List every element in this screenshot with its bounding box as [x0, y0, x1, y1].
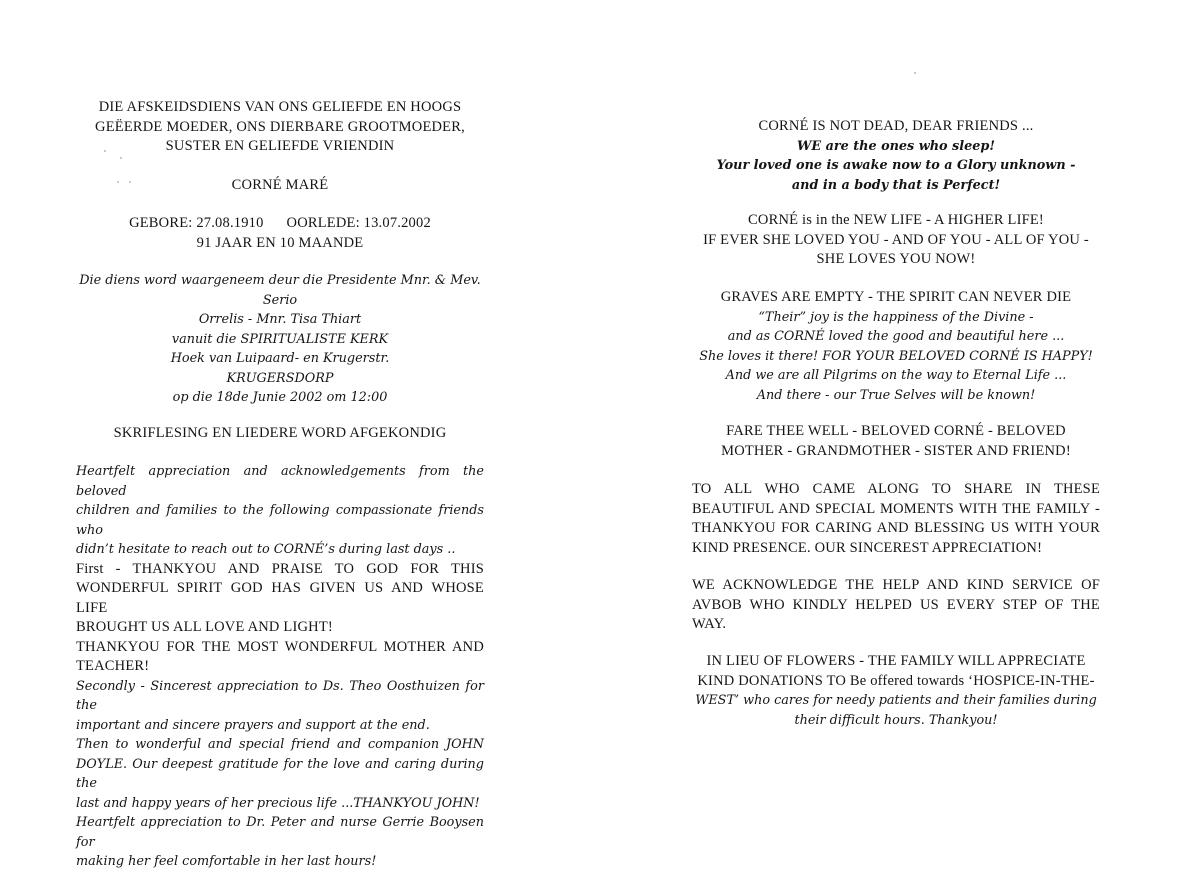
poem-line: and as CORNÉ loved the good and beautiful here ... — [727, 329, 1065, 344]
poem-graves-empty — [692, 288, 1100, 405]
acknowledgements — [76, 462, 484, 872]
deceased-name: CORNÉ MARÉ — [231, 177, 329, 193]
service-line: Orrelis - Mnr. Tisa Thiart — [198, 312, 362, 327]
service-title — [76, 98, 484, 157]
ack-line: last and happy years of her precious life ...THANKYOU JOHN! — [76, 795, 480, 811]
scan-speck — [129, 181, 131, 183]
ack-line: Heartfelt appreciation to Dr. Peter and nurse Gerrie Booysen for — [76, 815, 484, 850]
poem-line: And we are all Pilgrims on the way to Eternal Life ... — [725, 368, 1067, 383]
dates-line: GEBORE: 27.08.1910 OORLEDE: 13.07.2002 — [129, 215, 431, 231]
poem-line: And there - our True Selves will be known! — [756, 387, 1036, 403]
ack-line: Heartfelt appreciation and acknowledgements from the beloved — [76, 464, 484, 499]
poem-line: GRAVES ARE EMPTY - THE SPIRIT CAN NEVER DIE — [720, 289, 1072, 305]
poem-line: IF EVER SHE LOVED YOU - AND OF YOU - ALL OF YOU - — [703, 231, 1089, 248]
ack-line: didn’t hesitate to reach out to CORNÉ’s during last days .. — [76, 542, 456, 557]
service-line: Serio — [262, 292, 298, 308]
poem-new-life — [692, 211, 1100, 270]
farewell-line: MOTHER - GRANDMOTHER - SISTER AND FRIEND! — [721, 442, 1071, 459]
title-line: DIE AFSKEIDSDIENS VAN ONS GELIEFDE EN HOOGS — [98, 99, 462, 115]
poem-line: CORNÉ IS NOT DEAD, DEAR FRIENDS ... — [758, 118, 1034, 134]
thanks-to-all — [692, 480, 1100, 558]
ack-line: making her feel comfortable in her last hours! — [76, 854, 377, 869]
poem-line: “Their” joy is the happiness of the Divine - — [758, 309, 1034, 325]
ack-line: WONDERFUL SPIRIT GOD HAS GIVEN US AND WHOSE LIFE — [76, 580, 484, 616]
avbob-line: WAY. — [692, 616, 727, 632]
title-line: SUSTER EN GELIEFDE VRIENDIN — [165, 138, 395, 154]
poem-line: CORNÉ is in the NEW LIFE - A HIGHER LIFE! — [748, 212, 1044, 228]
scan-speck — [914, 72, 916, 74]
thanks-line: THANKYOU FOR CARING AND BLESSING US WITH YOUR — [692, 520, 1100, 536]
readings-announcement: SKRIFLESING EN LIEDERE WORD AFGEKONDIG — [113, 425, 447, 441]
ack-line: TEACHER! — [76, 658, 150, 674]
poem-line: SHE LOVES YOU NOW! — [816, 251, 976, 267]
service-line: Die diens word waargeneem deur die Presidente Mnr. & Mev. — [79, 273, 481, 288]
poem-line: She loves it there! FOR YOUR BELOVED CORNÉ IS HAPPY! — [699, 348, 1093, 364]
ack-line: BROUGHT US ALL LOVE AND LIGHT! — [76, 619, 333, 635]
poem-not-dead — [692, 117, 1100, 195]
left-page — [76, 0, 484, 869]
in-lieu-of-flowers — [692, 652, 1100, 730]
thanks-line: TO ALL WHO CAME ALONG TO SHARE IN THESE — [692, 481, 1100, 497]
service-line: Hoek van Luipaard- en Krugerstr. — [170, 351, 390, 366]
avbob-acknowledgement — [692, 576, 1100, 635]
thanks-line: KIND PRESENCE. OUR SINCEREST APPRECIATION! — [692, 539, 1043, 556]
ack-line: Then to wonderful and special friend and companion JOHN — [76, 737, 484, 752]
farewell — [692, 422, 1100, 461]
flowers-line: KIND DONATIONS TO Be offered towards ‘HOSPICE-IN-THE- — [697, 672, 1095, 689]
scan-speck — [120, 157, 122, 159]
ack-line: important and sincere prayers and support at the end. — [76, 717, 430, 733]
ack-line: Secondly - Sincerest appreciation to Ds. Theo Oosthuizen for the — [76, 678, 484, 713]
ack-line: DOYLE. Our deepest gratitude for the love and caring during the — [76, 756, 484, 791]
service-line: vanuit die SPIRITUALISTE KERK — [171, 331, 389, 347]
poem-line: Your loved one is awake now to a Glory unknown - — [716, 158, 1076, 173]
scan-speck — [104, 150, 106, 152]
service-line: KRUGERSDORP — [226, 370, 334, 386]
right-page — [692, 0, 1100, 840]
life-dates — [76, 214, 484, 253]
age-line: 91 JAAR EN 10 MAANDE — [196, 234, 364, 251]
flowers-line: their difficult hours. Thankyou! — [794, 712, 998, 728]
farewell-line: FARE THEE WELL - BELOVED CORNÉ - BELOVED — [726, 423, 1066, 439]
thanks-line: BEAUTIFUL AND SPECIAL MOMENTS WITH THE FAMILY - — [692, 500, 1100, 517]
ack-line: First - THANKYOU AND PRAISE TO GOD FOR THIS — [76, 560, 484, 577]
scan-speck — [117, 181, 119, 183]
service-details — [76, 271, 484, 408]
poem-line: WE are the ones who sleep! — [797, 138, 995, 154]
ack-line: THANKYOU FOR THE MOST WONDERFUL MOTHER AND — [76, 638, 484, 655]
flowers-line: WEST’ who cares for needy patients and their families during — [695, 693, 1097, 708]
title-line: GEËERDE MOEDER, ONS DIERBARE GROOTMOEDER, — [95, 118, 465, 135]
flowers-line: IN LIEU OF FLOWERS - THE FAMILY WILL APPRECIATE — [706, 653, 1086, 669]
poem-line: and in a body that is Perfect! — [791, 177, 1001, 193]
avbob-line: AVBOB WHO KINDLY HELPED US EVERY STEP OF THE — [692, 596, 1100, 613]
avbob-line: WE ACKNOWLEDGE THE HELP AND KIND SERVICE OF — [692, 577, 1100, 593]
service-line: op die 18de Junie 2002 om 12:00 — [172, 390, 388, 405]
ack-line: children and families to the following compassionate friends who — [76, 503, 484, 538]
